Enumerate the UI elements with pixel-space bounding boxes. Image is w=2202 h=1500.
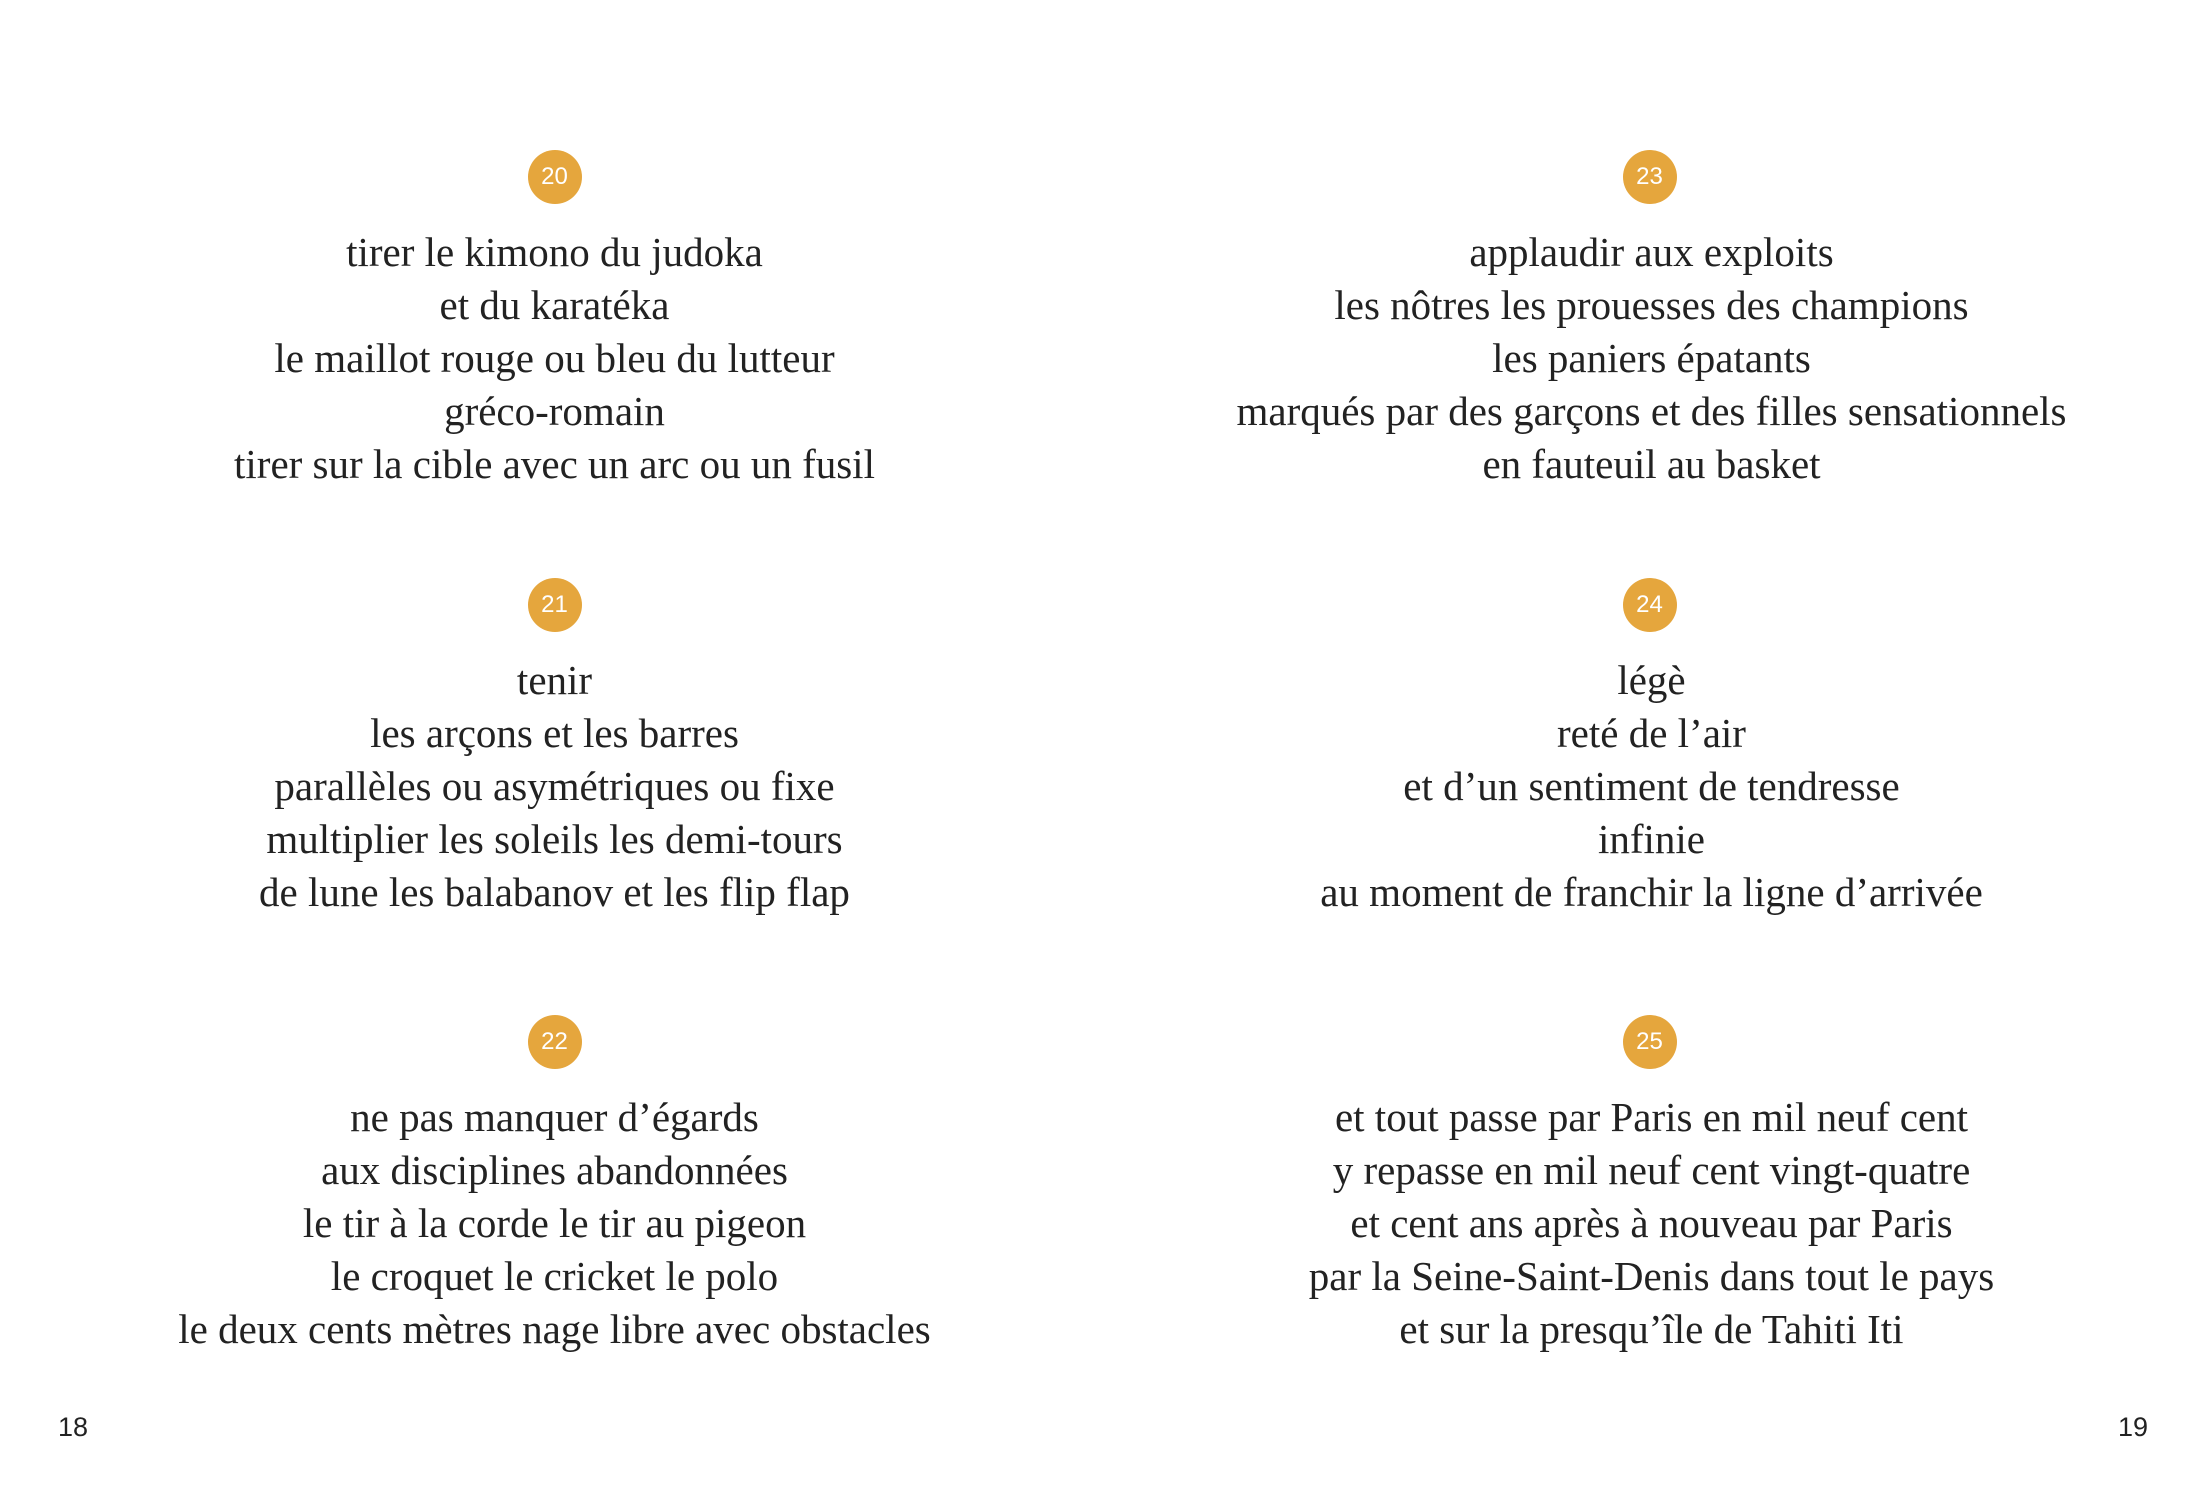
stanza-text: [4, 1091, 1105, 1356]
verse-line: et du karatéka: [439, 282, 670, 328]
stanza-text: [1101, 1091, 2202, 1356]
stanza-text: [4, 654, 1105, 919]
verse-line: par la Seine-Saint-Denis dans tout le pays: [1308, 1253, 1995, 1299]
verse-line: de lune les balabanov et les flip flap: [259, 869, 850, 915]
verse-line: le maillot rouge ou bleu du lutteur: [274, 335, 835, 381]
verse-line: y repasse en mil neuf cent vingt-quatre: [1332, 1147, 1971, 1193]
stanza-text: [4, 226, 1105, 491]
stanza-number-badge: 24: [1623, 578, 1677, 632]
verse-line: tirer le kimono du judoka: [346, 229, 763, 275]
verse-line: en fauteuil au basket: [1482, 441, 1821, 487]
verse-line: et d’un sentiment de tendresse: [1403, 763, 1900, 809]
stanza: [985, 578, 2086, 919]
verse-line: aux disciplines abandonnées: [321, 1147, 788, 1193]
verse-line: applaudir aux exploits: [1469, 229, 1834, 275]
page-number-left: 18: [58, 1412, 89, 1442]
verse-line: le deux cents mètres nage libre avec obstacles: [178, 1306, 931, 1352]
stanza-number-badge: 23: [1623, 150, 1677, 204]
stanza: [0, 1015, 1101, 1356]
stanza: [985, 150, 2086, 491]
right-page: [1101, 0, 2202, 1500]
stanza-number-badge: 22: [528, 1015, 582, 1069]
verse-line: tirer sur la cible avec un arc ou un fusil: [234, 441, 875, 487]
verse-line: au moment de franchir la ligne d’arrivée: [1320, 869, 1983, 915]
verse-line: les nôtres les prouesses des champions: [1334, 282, 1969, 328]
verse-line: infinie: [1597, 816, 1706, 862]
verse-line: le croquet le cricket le polo: [330, 1253, 779, 1299]
verse-line: multiplier les soleils les demi-tours: [266, 816, 843, 862]
stanza-text: [1101, 654, 2202, 919]
stanza-number-badge: 21: [528, 578, 582, 632]
verse-line: et tout passe par Paris en mil neuf cent: [1334, 1094, 1969, 1140]
verse-line: et sur la presqu’île de Tahiti Iti: [1399, 1306, 1904, 1352]
verse-line: le tir à la corde le tir au pigeon: [302, 1200, 807, 1246]
stanza-number-badge: 25: [1623, 1015, 1677, 1069]
stanza-text: [1101, 226, 2202, 491]
verse-line: légè: [1617, 657, 1686, 703]
verse-line: les arçons et les barres: [370, 710, 739, 756]
verse-line: tenir: [516, 657, 593, 703]
verse-line: marqués par des garçons et des filles sensationnels: [1236, 388, 2067, 434]
stanza: [0, 150, 1101, 491]
verse-line: et cent ans après à nouveau par Paris: [1350, 1200, 1953, 1246]
verse-line: parallèles ou asymétriques ou fixe: [274, 763, 835, 809]
page-number-right: 19: [2118, 1412, 2149, 1442]
stanza: [985, 1015, 2086, 1356]
stanza-number-badge: 20: [528, 150, 582, 204]
verse-line: ne pas manquer d’égards: [350, 1094, 759, 1140]
verse-line: gréco-romain: [444, 388, 665, 434]
verse-line: les paniers épatants: [1492, 335, 1811, 381]
stanza: [0, 578, 1101, 919]
verse-line: reté de l’air: [1557, 710, 1746, 756]
